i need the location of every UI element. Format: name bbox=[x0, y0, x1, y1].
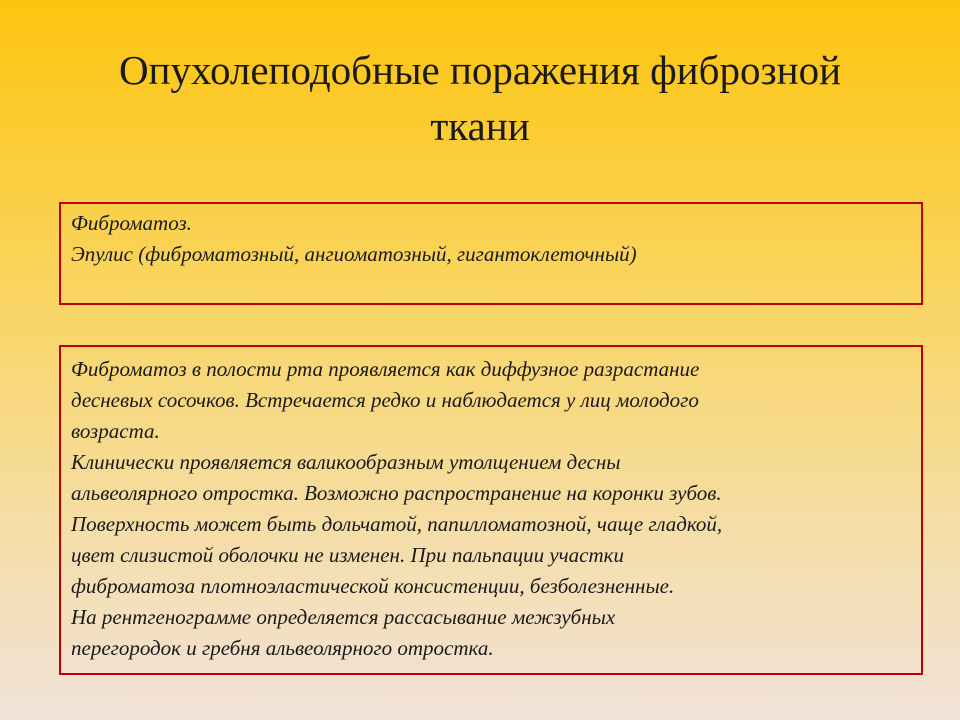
description-line: фиброматоза плотноэластической консистенции, безболезненные. bbox=[71, 574, 675, 598]
description-line: десневых сосочков. Встречается редко и наблюдается у лиц молодого bbox=[71, 388, 699, 412]
summary-box bbox=[59, 202, 923, 305]
description-line: возраста. bbox=[71, 419, 160, 443]
summary-line: Фиброматоз. bbox=[71, 211, 192, 235]
slide-title-line-2: ткани bbox=[430, 103, 530, 149]
slide-title-line-1: Опухолеподобные поражения фиброзной bbox=[118, 47, 842, 93]
description-line: Клинически проявляется валикообразным утолщением десны bbox=[71, 450, 621, 474]
slide-title bbox=[40, 42, 920, 154]
description-line: цвет слизистой оболочки не изменен. При пальпации участки bbox=[71, 543, 624, 567]
description-box bbox=[59, 345, 923, 675]
description-line: Фиброматоз в полости рта проявляется как диффузное разрастание bbox=[71, 357, 700, 381]
summary-line: Эпулис (фиброматозный, ангиоматозный, гигантоклеточный) bbox=[71, 242, 637, 266]
description-line: На рентгенограмме определяется рассасывание межзубных bbox=[71, 605, 616, 629]
description-line: альвеолярного отростка. Возможно распространение на коронки зубов. bbox=[71, 481, 722, 505]
description-line: перегородок и гребня альвеолярного отростка. bbox=[71, 636, 494, 660]
description-line: Поверхность может быть дольчатой, папилломатозной, чаще гладкой, bbox=[71, 512, 723, 536]
